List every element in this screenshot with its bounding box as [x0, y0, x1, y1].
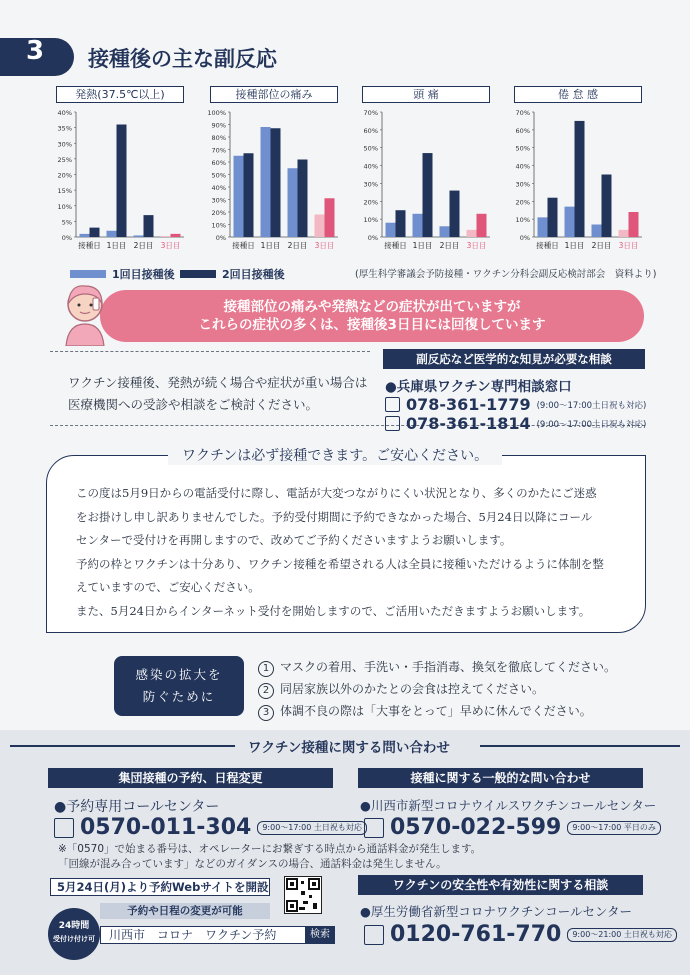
y-tick-label: 100% [207, 109, 226, 117]
notice-title: ワクチンは必ず接種できます。ご安心ください。 [168, 445, 502, 465]
y-tick-label: 10% [363, 216, 378, 225]
consult-name: ●兵庫県ワクチン専門相談窓口 [385, 379, 572, 395]
y-tick-label: 40% [211, 184, 226, 192]
contact-tag: 集団接種の予約、日程変更 [48, 768, 333, 788]
bar [423, 153, 433, 237]
consult-text [68, 372, 367, 416]
x-tick-label: 3日目 [618, 241, 639, 250]
divider [10, 745, 235, 747]
toll-note-line: 「回線が混み合っています」などのガイダンスの場合、通話料金は発生しません。 [58, 858, 447, 870]
y-tick-label: 5% [61, 218, 72, 227]
y-tick-label: 20% [57, 171, 72, 180]
bar [161, 236, 171, 237]
phone-hours: 9:00～17:00 平日のみ [567, 821, 661, 835]
consult-phone[interactable]: 078-361-1779 [406, 395, 531, 414]
notice-line: えていますので、ご安心ください。 [76, 580, 260, 594]
y-tick-label: 70% [515, 109, 530, 117]
bar [288, 168, 298, 237]
chart-fever [46, 86, 186, 261]
phone-icon [385, 397, 400, 412]
contact-tag: 接種に関する一般的な問い合わせ [358, 768, 643, 788]
y-tick-label: 50% [515, 144, 530, 153]
legend-second [180, 266, 285, 282]
phone-hours: (9:00～17:00土日祝も対応) [536, 400, 647, 411]
search-button[interactable]: 検索 [305, 926, 335, 944]
web-subtitle: 予約や日程の変更が可能 [100, 903, 270, 919]
phone-hours: 9:00～17:00 土日祝も対応 [257, 821, 367, 835]
item-number: 1 [258, 661, 274, 677]
infection-label-line: 防ぐために [142, 689, 216, 704]
consult-line: 医療機関への受診や相談をご検討ください。 [68, 397, 319, 412]
y-tick-label: 40% [363, 162, 378, 171]
chart-title: 発熱(37.5℃以上) [56, 86, 184, 103]
bar [234, 156, 244, 237]
infection-list [258, 656, 616, 722]
consult-tag: 副反応など医学的な知見が必要な相談 [383, 349, 645, 369]
y-tick-label: 40% [515, 162, 530, 171]
bar [538, 217, 548, 237]
bar [315, 215, 325, 238]
contact-title: ワクチン接種に関する問い合わせ [240, 736, 458, 756]
x-tick-label: 接種日 [384, 241, 407, 250]
x-tick-label: 接種日 [536, 241, 559, 250]
bar [244, 153, 254, 237]
x-tick-label: 1日目 [260, 241, 281, 250]
bar [619, 230, 629, 237]
item-text: 同居家族以外のかたとの会食は控えてください。 [280, 682, 545, 696]
x-tick-label: 2日目 [591, 241, 612, 250]
phone-row [364, 922, 677, 947]
bar [107, 231, 117, 237]
chart-svg [352, 106, 492, 256]
legend-label: 2回目接種後 [222, 268, 285, 281]
y-tick-label: 15% [57, 187, 72, 196]
woman-phone-icon [60, 282, 110, 346]
y-tick-label: 50% [363, 144, 378, 153]
item-text: 体調不良の際は「大事をとって」早めに休んでください。 [280, 704, 592, 718]
y-tick-label: 60% [363, 126, 378, 135]
bar [592, 225, 602, 238]
y-tick-label: 20% [211, 209, 226, 217]
infection-label [114, 656, 244, 716]
bar [325, 198, 335, 237]
notice-line: この度は5月9日からの電話受付に際し、電話が大変つながりにくい状況となり、多くのかたにご迷惑 [76, 486, 597, 500]
y-tick-label: 30% [515, 180, 530, 189]
divider [50, 351, 370, 352]
legend-swatch-first [70, 270, 106, 278]
y-tick-label: 10% [211, 221, 226, 230]
y-tick-label: 0% [367, 234, 378, 242]
phone-number[interactable]: 0570-022-599 [390, 815, 562, 840]
bar [413, 214, 423, 237]
legend-label: 1回目接種後 [112, 268, 175, 281]
y-tick-label: 25% [57, 155, 72, 164]
consult-fax-row [385, 414, 646, 433]
chart-title: 頭 痛 [362, 86, 490, 103]
y-tick-label: 0% [61, 234, 72, 242]
y-tick-label: 30% [211, 196, 226, 205]
y-tick-label: 10% [515, 216, 530, 225]
chart-source: (厚生科学審議会予防接種・ワクチン分科会副反応検討部会 資料より) [355, 269, 657, 280]
center-name: ●厚生労働省新型コロナワクチンコールセンター [360, 904, 633, 919]
bar [450, 191, 460, 237]
bar [271, 128, 281, 237]
notice-line: をお掛けし申し訳ありませんでした。予約受付期間に予約できなかった場合、5月24日以降にコール [76, 509, 593, 524]
list-item [258, 700, 616, 722]
x-tick-label: 1日目 [106, 241, 127, 250]
y-tick-label: 30% [363, 180, 378, 189]
notice-line: センターで受付けを再開しますので、改めてご予約くださいますようお願いします。 [76, 533, 512, 547]
x-tick-label: 接種日 [78, 241, 101, 250]
badge-line: 受付け付け可 [53, 935, 95, 943]
chart-svg [200, 106, 340, 256]
y-tick-label: 60% [211, 159, 226, 167]
chart-title: 接種部位の痛み [210, 86, 338, 103]
bar [575, 121, 585, 237]
phone-row [364, 815, 661, 840]
x-tick-label: 3日目 [314, 241, 335, 250]
y-tick-label: 0% [215, 234, 226, 242]
list-item [258, 656, 616, 678]
chart-fatigue [504, 86, 644, 261]
section-title: 接種後の主な副反応 [88, 47, 277, 71]
chart-svg [46, 106, 186, 256]
bar [467, 230, 477, 237]
contact-tag: ワクチンの安全性や有効性に関する相談 [358, 875, 643, 895]
bar [565, 207, 575, 237]
fax-icon [385, 416, 400, 431]
badge-line: 24時間 [58, 921, 90, 931]
web-open-notice: 5月24日(月)より予約Webサイトを開設 [50, 878, 270, 896]
phone-number[interactable]: 0570-011-304 [80, 815, 252, 840]
item-number: 2 [258, 683, 274, 699]
phone-icon [364, 818, 384, 838]
y-tick-label: 60% [515, 126, 530, 135]
bar [440, 226, 450, 237]
divider [480, 745, 680, 747]
y-tick-label: 20% [363, 198, 378, 207]
bar [90, 228, 100, 237]
x-tick-label: 1日目 [564, 241, 585, 250]
y-tick-label: 70% [211, 146, 226, 155]
y-tick-label: 30% [57, 140, 72, 149]
banner-line: 接種部位の痛みや発熱などの症状が出ていますが [223, 299, 521, 315]
y-tick-label: 35% [57, 124, 72, 133]
section-number: 3 [26, 36, 45, 66]
consult-fax[interactable]: 078-361-1814 [406, 414, 531, 433]
y-tick-label: 50% [211, 171, 226, 180]
x-tick-label: 2日目 [133, 241, 154, 250]
y-tick-label: 80% [211, 134, 226, 142]
center-name: ●川西市新型コロナウイルスワクチンコールセンター [360, 798, 657, 813]
consult-phone-row [385, 395, 646, 414]
qr-code-icon[interactable] [284, 876, 322, 914]
y-tick-label: 40% [57, 109, 72, 117]
bar [298, 160, 308, 238]
y-tick-label: 70% [363, 109, 378, 117]
y-tick-label: 10% [57, 202, 72, 211]
infection-label-line: 感染の拡大を [135, 667, 223, 682]
legend-swatch-second [180, 270, 216, 278]
x-tick-label: 3日目 [466, 241, 487, 250]
phone-number[interactable]: 0120-761-770 [390, 922, 562, 947]
chart-injection-pain [200, 86, 340, 261]
bar [80, 234, 90, 237]
center-name: ●予約専用コールセンター [54, 799, 220, 815]
phone-icon [364, 925, 384, 945]
notice-line: 予約の枠とワクチンは十分あり、ワクチン接種を希望される人は全員に接種いただけるように体制を整 [76, 556, 604, 571]
notice-line: また、5月24日からインターネット受付を開始しますので、ご活用いただきますようお願いします。 [76, 603, 591, 618]
banner-line: これらの症状の多くは、接種後3日目には回復しています [198, 317, 546, 333]
bar [602, 175, 612, 238]
chart-headache [352, 86, 492, 261]
chart-title: 倦 怠 感 [514, 86, 642, 103]
x-tick-label: 1日目 [412, 241, 433, 250]
y-tick-label: 0% [519, 234, 530, 242]
y-tick-label: 20% [515, 198, 530, 207]
phone-row [54, 815, 367, 840]
x-tick-label: 接種日 [232, 241, 255, 250]
phone-hours: 9:00～21:00 土日祝も対応 [567, 928, 677, 942]
consult-line: ワクチン接種後、発熱が続く場合や症状が重い場合は [68, 375, 368, 390]
recovery-banner [100, 290, 644, 342]
fax-hours: (9:00～17:00土日祝も対応) [536, 419, 647, 430]
bar [134, 235, 144, 237]
bar [396, 210, 406, 237]
y-tick-label: 90% [211, 121, 226, 130]
search-box[interactable]: 川西市 コロナ ワクチン予約 [100, 926, 332, 944]
bar [386, 223, 396, 237]
chart-svg [504, 106, 644, 256]
x-tick-label: 3日目 [160, 241, 181, 250]
phone-icon [54, 818, 74, 838]
bar [261, 127, 271, 237]
legend-first [70, 266, 175, 282]
toll-note-line: ※「0570」で始まる番号は、オペレーターにお繋ぎする時点から通話料金が発生します。 [58, 843, 482, 855]
bar [171, 234, 181, 237]
bar [117, 125, 127, 238]
bar [477, 214, 487, 237]
notice-body [76, 482, 636, 623]
x-tick-label: 2日目 [439, 241, 460, 250]
bar [144, 215, 154, 237]
bar [629, 212, 639, 237]
toll-note [58, 842, 481, 872]
item-number: 3 [258, 705, 274, 721]
list-item [258, 678, 616, 700]
24h-badge [48, 908, 100, 960]
bar [548, 198, 558, 237]
x-tick-label: 2日目 [287, 241, 308, 250]
item-text: マスクの着用、手洗い・手指消毒、換気を徹底してください。 [280, 660, 617, 674]
